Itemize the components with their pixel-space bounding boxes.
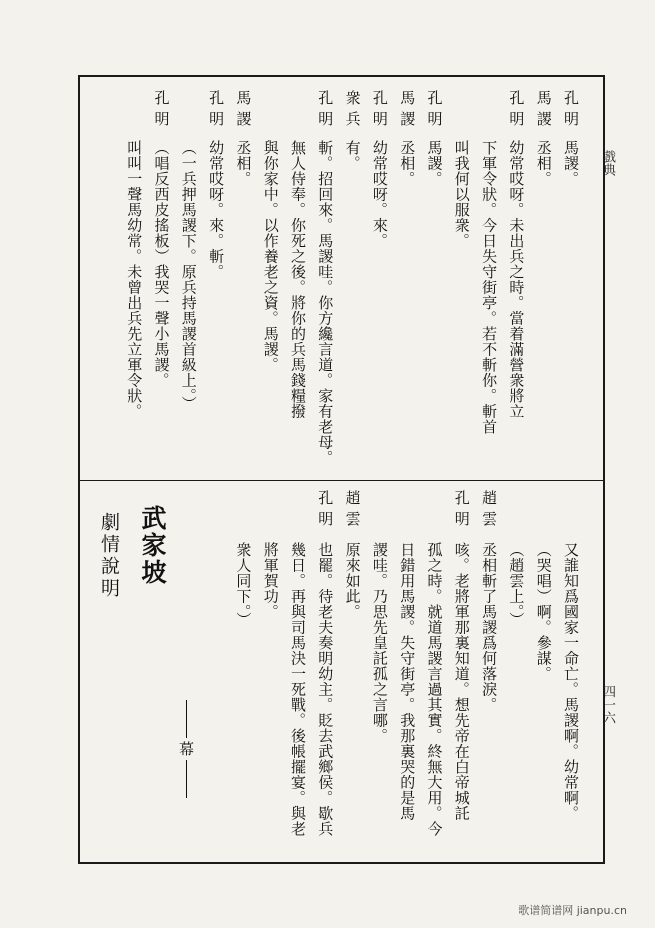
speaker-name: 馬謖 [534, 90, 553, 132]
speaker-name: 趙雲 [480, 490, 499, 532]
dialogue-line: 叫我何以服衆。 [452, 140, 471, 249]
dialogue-line: 叫叫一聲馬幼常。未曾出兵先立軍令狀。 [125, 140, 144, 419]
watermark: 歌谱简谱网 jianpu.cn [518, 904, 627, 917]
dialogue-line: 孤之時。就道馬謖言過其實。終無大用。今 [425, 542, 444, 837]
dialogue-line: （一兵押馬謖下。原兵持馬謖首級上。） [179, 140, 198, 412]
dialogue-line: 丞相斬了馬謖爲何落淚。 [480, 542, 499, 713]
dialogue-line: 丞相。 [534, 140, 553, 187]
dialogue-line: 將軍賀功。 [261, 542, 280, 620]
dialogue-line: 咳。老將軍那裏知道。想先帝在白帝城託 [452, 542, 471, 821]
dialogue-line: （唱反西皮搖板）我哭一聲小馬謖。 [152, 140, 171, 388]
dialogue-line: 與你家中。以作養老之資。馬謖。 [261, 140, 280, 373]
curtain-line-top [186, 700, 187, 738]
dialogue-line: 幼常哎呀。未出兵之時。當着滿營衆將立 [507, 140, 526, 419]
dialogue-line: 斬。招回來。馬謖哇。你方纔言道。家有老母。 [316, 140, 335, 466]
speaker-name: 孔明 [316, 490, 335, 532]
speaker-name: 孔明 [562, 90, 580, 132]
dialogue-line: 幼常哎呀。來。 [370, 140, 389, 249]
curtain-label: 幕 [177, 741, 195, 757]
dialogue-line: 有。 [343, 140, 362, 171]
curtain-line-bottom [186, 760, 187, 798]
section-divider [78, 480, 605, 481]
dialogue-line: 又誰知爲國家一命亡。馬謖啊。幼常啊。 [562, 542, 580, 821]
page-number: 四一六 [600, 685, 615, 724]
dialogue-line: 衆人同下。） [234, 542, 253, 628]
dialogue-line: （哭唱）啊。參謀。 [534, 542, 553, 682]
speaker-name: 孔明 [425, 90, 444, 132]
dialogue-line: 下軍令狀。今日失守街亭。若不斬你。斬首 [480, 140, 499, 435]
speaker-name: 孔明 [507, 90, 526, 132]
dialogue-line: 馬謖。 [425, 140, 444, 187]
book-title: 戲典 [600, 150, 615, 176]
dialogue-line: 幾日。再與司馬決一死戰。後帳擺宴。與老 [289, 542, 307, 837]
dialogue-line: （趙雲上。） [507, 542, 526, 628]
dialogue-line: 幼常哎呀。來。斬。 [207, 140, 226, 280]
speaker-name: 孔明 [370, 90, 389, 132]
speaker-name: 孔明 [207, 90, 226, 132]
speaker-name: 馬謖 [398, 90, 417, 132]
dialogue-line: 丞相。 [234, 140, 253, 187]
play-title: 武家坡 [138, 505, 167, 586]
dialogue-line: 謖哇。乃思先皇託孤之言哪。 [370, 542, 389, 744]
dialogue-line: 原來如此。 [343, 542, 362, 620]
dialogue-line: 也罷。待老夫奏明幼主。貶去武鄉侯。歇兵 [316, 542, 335, 837]
speaker-name: 衆兵 [343, 90, 362, 132]
dialogue-line: 馬謖。 [562, 140, 580, 187]
speaker-name: 孔明 [152, 90, 171, 132]
dialogue-line: 丞相。 [398, 140, 417, 187]
speaker-name: 趙雲 [343, 490, 362, 532]
speaker-name: 孔明 [316, 90, 335, 132]
dialogue-line: 日錯用馬謖。失守街亭。我那裏哭的是馬 [398, 542, 417, 821]
dialogue-line: 無人侍奉。你死之後。將你的兵馬錢糧撥 [289, 140, 307, 419]
section-subtitle: 劇情說明 [98, 512, 120, 600]
speaker-name: 馬謖 [234, 90, 253, 132]
speaker-name: 孔明 [452, 490, 471, 532]
